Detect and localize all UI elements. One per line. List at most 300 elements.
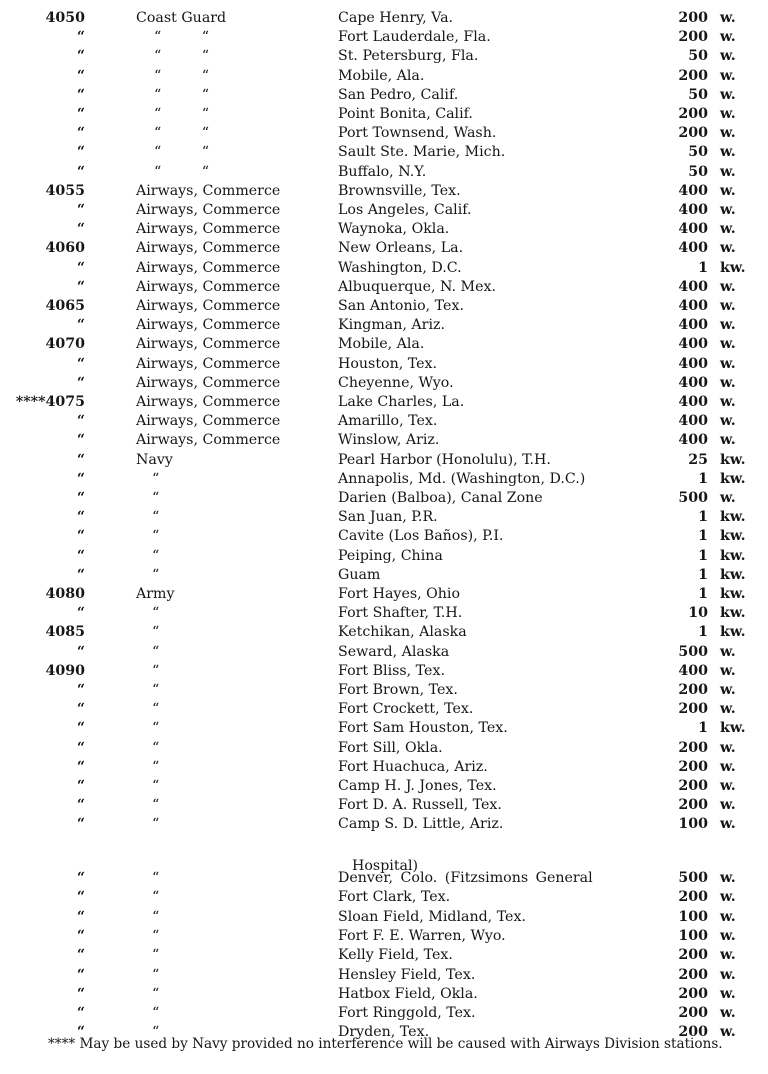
- table-row: [0, 585, 768, 604]
- location-cell: Fort Ringgold, Tex.: [338, 1005, 476, 1022]
- power-cell: 200: [678, 701, 708, 718]
- service-cell: “: [152, 985, 160, 1002]
- unit-cell: w.: [720, 927, 736, 944]
- unit-cell: w.: [720, 816, 736, 833]
- service-cell: “: [152, 966, 160, 983]
- unit-cell: w.: [720, 336, 736, 353]
- table-row: [0, 47, 768, 66]
- service-cell: “: [152, 643, 160, 660]
- power-cell: 400: [678, 202, 708, 218]
- location-cell: Los Angeles, Calif.: [338, 202, 472, 218]
- unit-cell: w.: [720, 298, 736, 314]
- power-cell: 50: [688, 48, 708, 65]
- frequency-cell: “: [76, 29, 85, 46]
- frequency-cell: “: [76, 739, 85, 756]
- unit-cell: kw.: [720, 720, 746, 737]
- frequency-cell: “: [76, 547, 85, 564]
- frequency-cell: “: [76, 470, 85, 487]
- service-cell: Airways, Commerce: [136, 298, 281, 314]
- frequency-cell: “: [76, 889, 85, 906]
- power-cell: 500: [678, 870, 708, 886]
- location-cell: Annapolis, Md. (Washington, D.C.): [338, 470, 586, 487]
- location-cell: Fort Huachuca, Ariz.: [338, 758, 488, 775]
- frequency-cell: “: [76, 720, 85, 737]
- service-cell: “: [152, 624, 160, 641]
- location-cell: San Juan, P.R.: [338, 509, 438, 526]
- power-cell: 400: [678, 413, 708, 430]
- frequency-cell: “: [76, 966, 85, 983]
- location-cell: Washington, D.C.: [338, 259, 462, 276]
- location-cell: Houston, Tex.: [338, 355, 437, 372]
- power-cell: 400: [678, 374, 708, 391]
- table-row: [0, 124, 768, 143]
- power-cell: 400: [678, 221, 708, 238]
- unit-cell: w.: [720, 355, 736, 372]
- frequency-cell: “: [76, 566, 85, 583]
- service-cell: “ “: [154, 67, 210, 84]
- table-row: [0, 239, 768, 258]
- unit-cell: kw.: [720, 566, 746, 583]
- service-cell: “: [152, 605, 160, 622]
- unit-cell: w.: [720, 985, 736, 1002]
- service-cell: “: [152, 889, 160, 906]
- power-cell: 50: [688, 163, 708, 180]
- frequency-cell: “: [76, 48, 85, 65]
- table-row: [0, 259, 768, 278]
- table-row: [0, 374, 768, 393]
- footnote: **** May be used by Navy provided no interference will be caused with Airways Division stations.: [48, 1036, 723, 1052]
- power-cell: 200: [678, 1024, 708, 1041]
- frequency-cell: “: [76, 202, 85, 218]
- power-cell: 400: [678, 662, 708, 679]
- location-cell: Fort Sill, Okla.: [338, 739, 443, 756]
- frequency-cell: “: [76, 432, 85, 449]
- table-row: [0, 355, 768, 374]
- service-cell: Army: [136, 586, 175, 602]
- unit-cell: kw.: [720, 470, 746, 487]
- location-cell: St. Petersburg, Fla.: [338, 48, 479, 65]
- power-cell: 200: [678, 106, 708, 122]
- table-row: [0, 508, 768, 527]
- frequency-cell: “: [76, 163, 85, 180]
- service-cell: “: [152, 739, 160, 756]
- table-row: [0, 1004, 768, 1023]
- unit-cell: kw.: [720, 528, 746, 545]
- location-cell: Fort Sam Houston, Tex.: [338, 720, 508, 737]
- location-cell: Ketchikan, Alaska: [338, 624, 467, 641]
- frequency-cell: “: [76, 985, 85, 1002]
- location-cell: Cape Henry, Va.: [338, 10, 454, 26]
- location-cell: Lake Charles, La.: [338, 394, 465, 410]
- unit-cell: w.: [720, 1024, 736, 1041]
- location-cell: Pearl Harbor (Honolulu), T.H.: [338, 451, 551, 468]
- location-cell: Dryden, Tex.: [338, 1024, 430, 1041]
- frequency-cell: “: [76, 221, 85, 238]
- table-row: [0, 739, 768, 758]
- table-row: [0, 316, 768, 335]
- power-cell: 200: [678, 682, 708, 698]
- service-cell: Coast Guard: [136, 10, 227, 26]
- location-cell: Buffalo, N.Y.: [338, 163, 427, 180]
- service-cell: Airways, Commerce: [136, 317, 281, 334]
- unit-cell: w.: [720, 889, 736, 906]
- service-cell: Airways, Commerce: [136, 202, 281, 218]
- service-cell: “ “: [154, 125, 210, 142]
- frequency-cell: “: [76, 355, 85, 372]
- location-cell: Amarillo, Tex.: [338, 413, 438, 430]
- frequency-cell: “: [76, 908, 85, 925]
- unit-cell: w.: [720, 86, 736, 103]
- power-cell: 50: [688, 144, 708, 161]
- location-cell: Fort D. A. Russell, Tex.: [338, 797, 502, 814]
- service-cell: “: [152, 816, 160, 833]
- power-cell: 200: [678, 67, 708, 84]
- table-row: [0, 623, 768, 642]
- table-row: [0, 547, 768, 566]
- power-cell: 25: [688, 451, 708, 468]
- service-cell: “: [152, 797, 160, 814]
- location-cell: Fort Lauderdale, Fla.: [338, 29, 491, 46]
- power-cell: 200: [678, 947, 708, 964]
- location-cell: Point Bonita, Calif.: [338, 106, 473, 122]
- table-row: [0, 566, 768, 585]
- frequency-cell: “: [76, 758, 85, 775]
- table-row: [0, 985, 768, 1004]
- power-cell: 400: [678, 182, 708, 199]
- service-cell: “ “: [154, 106, 210, 122]
- power-cell: 200: [678, 966, 708, 983]
- frequency-cell: “: [76, 1005, 85, 1022]
- frequency-cell: “: [76, 605, 85, 622]
- location-cell: Waynoka, Okla.: [338, 221, 450, 238]
- unit-cell: w.: [720, 67, 736, 84]
- service-cell: “ “: [154, 48, 210, 65]
- table-row: [0, 719, 768, 738]
- table-row: [0, 163, 768, 182]
- table-row: [0, 182, 768, 201]
- service-cell: Airways, Commerce: [136, 355, 281, 372]
- location-cell: Camp H. J. Jones, Tex.: [338, 778, 497, 794]
- power-cell: 1: [698, 566, 708, 583]
- service-cell: “: [152, 701, 160, 718]
- service-cell: “: [152, 758, 160, 775]
- frequency-cell: ****4075: [15, 394, 85, 410]
- service-cell: “: [152, 778, 160, 794]
- power-cell: 500: [678, 490, 708, 506]
- location-cell: Fort Bliss, Tex.: [338, 662, 445, 679]
- power-cell: 400: [678, 240, 708, 257]
- power-cell: 400: [678, 298, 708, 314]
- table-row: [0, 278, 768, 297]
- service-cell: “ “: [154, 86, 210, 103]
- power-cell: 1: [698, 259, 708, 276]
- service-cell: Airways, Commerce: [136, 221, 281, 238]
- table-row: [0, 451, 768, 470]
- table-row: [0, 431, 768, 450]
- table-row: [0, 9, 768, 28]
- power-cell: 400: [678, 355, 708, 372]
- power-cell: 200: [678, 889, 708, 906]
- table-row: [0, 412, 768, 431]
- unit-cell: w.: [720, 758, 736, 775]
- frequency-cell: “: [76, 509, 85, 526]
- table-row: [0, 28, 768, 47]
- unit-cell: w.: [720, 701, 736, 718]
- service-cell: Airways, Commerce: [136, 240, 281, 257]
- unit-cell: kw.: [720, 586, 746, 602]
- location-cell: Albuquerque, N. Mex.: [338, 278, 496, 295]
- table-row: [0, 662, 768, 681]
- power-cell: 200: [678, 778, 708, 794]
- power-cell: 200: [678, 29, 708, 46]
- unit-cell: w.: [720, 106, 736, 122]
- power-cell: 100: [678, 908, 708, 925]
- unit-cell: w.: [720, 278, 736, 295]
- table-row: [0, 105, 768, 124]
- frequency-cell: “: [76, 528, 85, 545]
- table-row: [0, 681, 768, 700]
- power-cell: 100: [678, 927, 708, 944]
- location-cell: Winslow, Ariz.: [338, 432, 440, 449]
- frequency-cell: “: [76, 643, 85, 660]
- frequency-cell: “: [76, 317, 85, 334]
- unit-cell: w.: [720, 908, 736, 925]
- unit-cell: w.: [720, 240, 736, 257]
- unit-cell: w.: [720, 797, 736, 814]
- location-cell: Guam: [338, 566, 381, 583]
- unit-cell: w.: [720, 48, 736, 65]
- location-cell: Brownsville, Tex.: [338, 182, 461, 199]
- service-cell: Airways, Commerce: [136, 336, 281, 353]
- table-row: [0, 796, 768, 815]
- unit-cell: w.: [720, 317, 736, 334]
- frequency-cell: 4060: [45, 240, 85, 257]
- unit-cell: kw.: [720, 624, 746, 641]
- frequency-cell: “: [76, 451, 85, 468]
- service-cell: “: [152, 509, 160, 526]
- service-cell: “: [152, 908, 160, 925]
- table-row: [0, 927, 768, 946]
- frequency-cell: “: [76, 374, 85, 391]
- service-cell: “: [152, 870, 160, 886]
- table-row: [0, 470, 768, 489]
- frequency-cell: “: [76, 682, 85, 698]
- frequency-cell: “: [76, 816, 85, 833]
- power-cell: 200: [678, 797, 708, 814]
- unit-cell: w.: [720, 163, 736, 180]
- unit-cell: w.: [720, 432, 736, 449]
- table-row: [0, 86, 768, 105]
- table-row: [0, 604, 768, 623]
- location-cell: New Orleans, La.: [338, 240, 464, 257]
- location-continuation: Hospital): [352, 858, 419, 874]
- table-row: [0, 643, 768, 662]
- power-cell: 1: [698, 586, 708, 602]
- unit-cell: kw.: [720, 547, 746, 564]
- service-cell: “: [152, 547, 160, 564]
- frequency-cell: “: [76, 106, 85, 122]
- location-cell: Denver, Colo. (Fitzsimons General: [338, 870, 593, 886]
- table-row: [0, 335, 768, 354]
- service-cell: “: [152, 490, 160, 506]
- service-cell: “: [152, 662, 160, 679]
- table-row: [0, 67, 768, 86]
- unit-cell: w.: [720, 182, 736, 199]
- table-row: [0, 201, 768, 220]
- service-cell: “: [152, 470, 160, 487]
- frequency-cell: 4050: [45, 10, 85, 26]
- location-cell: Cavite (Los Baños), P.I.: [338, 528, 504, 545]
- power-cell: 200: [678, 1005, 708, 1022]
- table-row: [0, 143, 768, 162]
- unit-cell: w.: [720, 662, 736, 679]
- frequency-cell: “: [76, 67, 85, 84]
- unit-cell: w.: [720, 682, 736, 698]
- table-row: [0, 946, 768, 965]
- unit-cell: w.: [720, 490, 736, 506]
- service-cell: “ “: [154, 29, 210, 46]
- unit-cell: w.: [720, 202, 736, 218]
- frequency-cell: “: [76, 413, 85, 430]
- frequency-cell: “: [76, 1024, 85, 1041]
- table-row: [0, 758, 768, 777]
- location-cell: San Pedro, Calif.: [338, 86, 459, 103]
- unit-cell: w.: [720, 870, 736, 886]
- unit-cell: w.: [720, 144, 736, 161]
- unit-cell: kw.: [720, 509, 746, 526]
- service-cell: “: [152, 947, 160, 964]
- frequency-cell: “: [76, 927, 85, 944]
- location-cell: Fort Hayes, Ohio: [338, 586, 460, 602]
- power-cell: 1: [698, 528, 708, 545]
- power-cell: 400: [678, 317, 708, 334]
- unit-cell: kw.: [720, 605, 746, 622]
- service-cell: Navy: [136, 451, 173, 468]
- location-cell: Cheyenne, Wyo.: [338, 374, 454, 391]
- frequency-cell: 4070: [45, 336, 85, 353]
- unit-cell: w.: [720, 374, 736, 391]
- service-cell: “: [152, 566, 160, 583]
- frequency-cell: “: [76, 278, 85, 295]
- service-cell: “: [152, 720, 160, 737]
- table-row: [0, 777, 768, 796]
- power-cell: 50: [688, 86, 708, 103]
- unit-cell: w.: [720, 413, 736, 430]
- frequency-cell: 4085: [45, 624, 85, 641]
- frequency-cell: “: [76, 144, 85, 161]
- table-row: [0, 489, 768, 508]
- location-cell: San Antonio, Tex.: [338, 298, 464, 314]
- table-row: [0, 220, 768, 239]
- unit-cell: w.: [720, 1005, 736, 1022]
- location-cell: Hatbox Field, Okla.: [338, 985, 478, 1002]
- table-row: [0, 966, 768, 985]
- power-cell: 200: [678, 125, 708, 142]
- frequency-cell: “: [76, 701, 85, 718]
- power-cell: 400: [678, 394, 708, 410]
- unit-cell: kw.: [720, 259, 746, 276]
- power-cell: 400: [678, 278, 708, 295]
- frequency-cell: “: [76, 870, 85, 886]
- service-cell: “: [152, 927, 160, 944]
- unit-cell: w.: [720, 643, 736, 660]
- power-cell: 1: [698, 624, 708, 641]
- unit-cell: w.: [720, 394, 736, 410]
- table-row: [0, 297, 768, 316]
- frequency-cell: “: [76, 797, 85, 814]
- service-cell: “: [152, 1024, 160, 1041]
- power-cell: 1: [698, 509, 708, 526]
- location-cell: Fort F. E. Warren, Wyo.: [338, 927, 506, 944]
- power-cell: 400: [678, 336, 708, 353]
- unit-cell: w.: [720, 221, 736, 238]
- service-cell: “: [152, 528, 160, 545]
- frequency-cell: 4090: [45, 662, 85, 679]
- frequency-cell: “: [76, 86, 85, 103]
- frequency-cell: “: [76, 490, 85, 506]
- power-cell: 1: [698, 720, 708, 737]
- unit-cell: w.: [720, 947, 736, 964]
- table-row: [0, 393, 768, 412]
- service-cell: “: [152, 1005, 160, 1022]
- location-cell: Fort Shafter, T.H.: [338, 605, 463, 622]
- power-cell: 200: [678, 985, 708, 1002]
- location-cell: Darien (Balboa), Canal Zone: [338, 490, 543, 506]
- location-cell: Peiping, China: [338, 547, 443, 564]
- frequency-cell: 4065: [45, 298, 85, 314]
- table-row: [0, 908, 768, 927]
- unit-cell: w.: [720, 778, 736, 794]
- service-cell: Airways, Commerce: [136, 413, 281, 430]
- table-row: [0, 815, 768, 834]
- location-cell: Fort Clark, Tex.: [338, 889, 451, 906]
- power-cell: 400: [678, 432, 708, 449]
- unit-cell: w.: [720, 966, 736, 983]
- power-cell: 500: [678, 643, 708, 660]
- table-row: [0, 700, 768, 719]
- service-cell: Airways, Commerce: [136, 374, 281, 391]
- location-cell: Port Townsend, Wash.: [338, 125, 497, 142]
- unit-cell: w.: [720, 125, 736, 142]
- unit-cell: kw.: [720, 451, 746, 468]
- service-cell: Airways, Commerce: [136, 259, 281, 276]
- power-cell: 200: [678, 739, 708, 756]
- service-cell: “ “: [154, 144, 210, 161]
- power-cell: 200: [678, 10, 708, 26]
- frequency-cell: 4055: [45, 182, 85, 199]
- frequency-cell: “: [76, 259, 85, 276]
- frequency-cell: “: [76, 125, 85, 142]
- location-cell: Sault Ste. Marie, Mich.: [338, 144, 506, 161]
- location-cell: Sloan Field, Midland, Tex.: [338, 908, 526, 925]
- power-cell: 200: [678, 758, 708, 775]
- unit-cell: w.: [720, 29, 736, 46]
- location-cell: Camp S. D. Little, Ariz.: [338, 816, 504, 833]
- service-cell: “: [152, 682, 160, 698]
- power-cell: 100: [678, 816, 708, 833]
- location-cell: Seward, Alaska: [338, 643, 450, 660]
- service-cell: Airways, Commerce: [136, 278, 281, 295]
- location-cell: Kingman, Ariz.: [338, 317, 445, 334]
- location-cell: Kelly Field, Tex.: [338, 947, 453, 964]
- service-cell: “ “: [154, 163, 210, 180]
- service-cell: Airways, Commerce: [136, 432, 281, 449]
- power-cell: 1: [698, 547, 708, 564]
- frequency-cell: “: [76, 947, 85, 964]
- location-cell: Mobile, Ala.: [338, 336, 425, 353]
- service-cell: Airways, Commerce: [136, 182, 281, 199]
- location-cell: Fort Brown, Tex.: [338, 682, 458, 698]
